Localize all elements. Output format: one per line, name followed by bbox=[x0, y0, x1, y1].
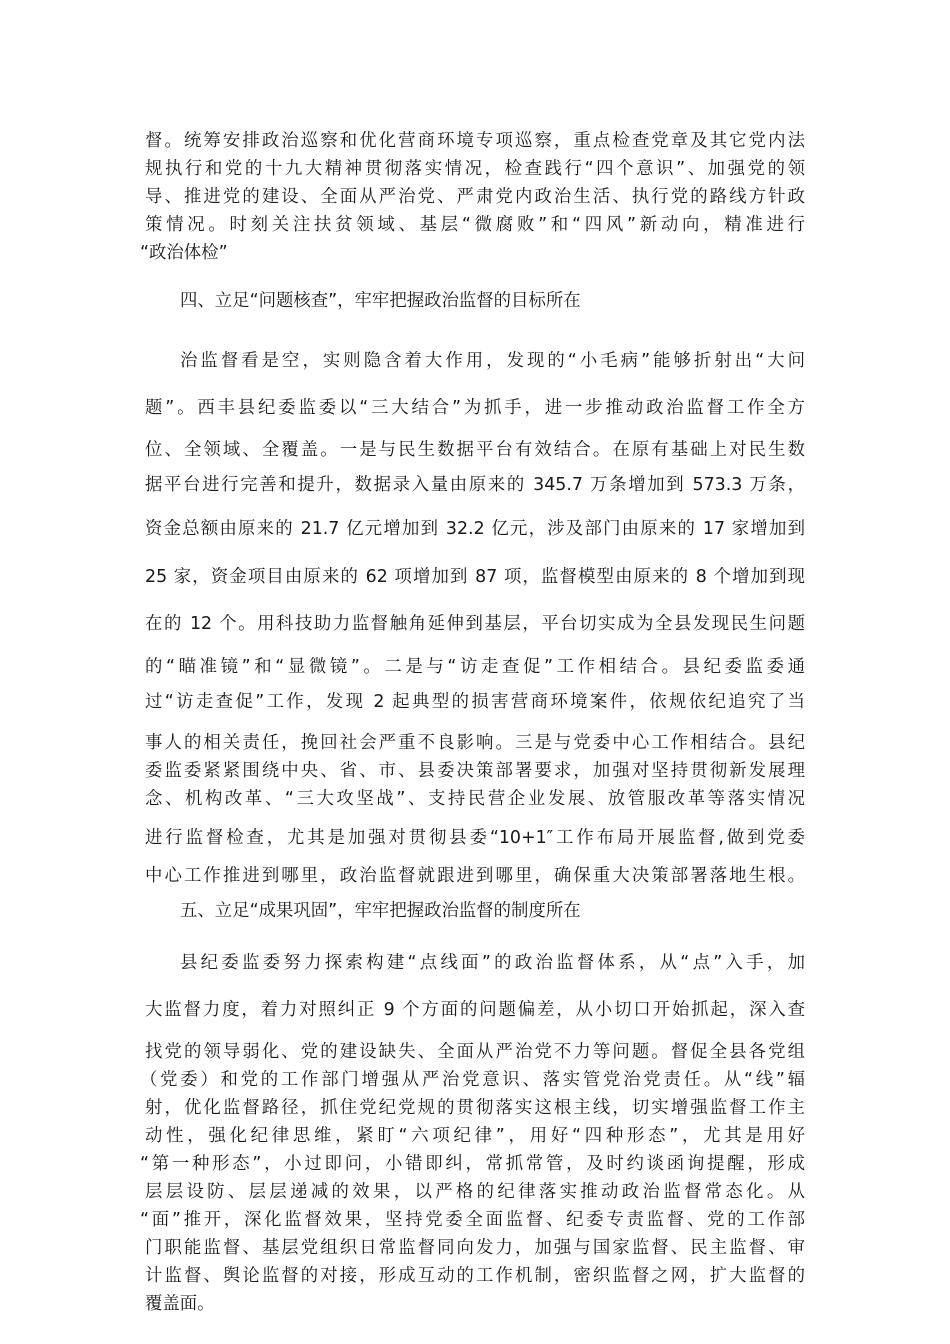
body-line: 射，优化监督路径，抓住党纪党规的贯彻落实这根主线，切实增强监督工作主 bbox=[145, 1098, 805, 1118]
body-line: 在的 12 个。用科技助力监督触角延伸到基层，平台切实成为全县发现民生问题 bbox=[145, 614, 805, 634]
body-line: 事人的相关责任，挽回社会严重不良影响。三是与党委中心工作相结合。县纪 bbox=[145, 733, 805, 753]
body-line: 据平台进行完善和提升，数据录入量由原来的 345.7 万条增加到 573.3 万条， bbox=[145, 475, 805, 495]
body-line: 规执行和党的十九大精神贯彻落实情况，检查践行“四个意识”、加强党的领 bbox=[145, 159, 805, 179]
body-line: 县纪委监委努力探索构建“点线面”的政治监督体系，从“点”入手，加 bbox=[180, 953, 805, 973]
body-line: 督。统筹安排政治巡察和优化营商环境专项巡察，重点检查党章及其它党内法 bbox=[145, 131, 805, 151]
body-line: “政治体检” bbox=[140, 243, 228, 263]
body-line: 大监督力度，着力对照纠正 9 个方面的问题偏差，从小切口开始抓起，深入查 bbox=[145, 1000, 805, 1020]
body-line: 动性，强化纪律思维，紧盯“六项纪律”，用好“四种形态”，尤其是用好 bbox=[145, 1126, 805, 1146]
body-line: 中心工作推进到哪里，政治监督就跟进到哪里，确保重大决策部署落地生根。 bbox=[145, 866, 805, 886]
body-line: 覆盖面。 bbox=[145, 1294, 215, 1314]
section-heading: 四、立足“问题核查”，牢牢把握政治监督的目标所在 bbox=[180, 291, 581, 311]
body-line: 位、全领域、全覆盖。一是与民生数据平台有效结合。在原有基础上对民生数 bbox=[145, 440, 805, 460]
body-line: 念、机构改革、“三大攻坚战”、支持民营企业发展、放管服改革等落实情况 bbox=[145, 789, 805, 809]
body-line: 资金总额由原来的 21.7 亿元增加到 32.2 亿元，涉及部门由原来的 17 家增加到 bbox=[145, 519, 805, 539]
body-line: “面”推开，深化监督效果，坚持党委全面监督、纪委专责监督、党的工作部 bbox=[140, 1210, 805, 1230]
body-line: 委监委紧紧围绕中央、省、市、县委决策部署要求，加强对坚持贯彻新发展理 bbox=[145, 761, 805, 781]
body-line: 过“访走查促”工作，发现 2 起典型的损害营商环境案件，依规依纪追究了当 bbox=[145, 692, 805, 712]
section-heading: 五、立足“成果巩固”，牢牢把握政治监督的制度所在 bbox=[180, 901, 581, 921]
body-line: “第一种形态”，小过即问，小错即纠，常抓常管，及时约谈函询提醒，形成 bbox=[140, 1154, 805, 1174]
body-line: 进行监督检查，尤其是加强对贯彻县委“10+1″工作布局开展监督,做到党委 bbox=[145, 828, 805, 848]
body-line: 门职能监督、基层党组织日常监督同向发力，加强与国家监督、民主监督、审 bbox=[145, 1238, 805, 1258]
body-line: 找党的领导弱化、党的建设缺失、全面从严治党不力等问题。督促全县各党组 bbox=[145, 1042, 805, 1062]
body-line: 的“瞄准镜”和“显微镜”。二是与“访走查促”工作相结合。县纪委监委通 bbox=[145, 657, 805, 677]
body-line: 题”。西丰县纪委监委以“三大结合”为抓手，进一步推动政治监督工作全方 bbox=[145, 398, 805, 418]
body-line: （党委）和党的工作部门增强从严治党意识、落实管党治党责任。从“线”辐 bbox=[140, 1070, 805, 1090]
body-line: 计监督、舆论监督的对接，形成互动的工作机制，密织监督之网，扩大监督的 bbox=[145, 1266, 805, 1286]
body-line: 层层设防、层层递减的效果，以严格的纪律落实推动政治监督常态化。从 bbox=[145, 1182, 805, 1202]
body-line: 25 家，资金项目由原来的 62 项增加到 87 项，监督模型由原来的 8 个增加到现 bbox=[145, 567, 805, 587]
body-line: 导、推进党的建设、全面从严治党、严肃党内政治生活、执行党的路线方针政 bbox=[145, 187, 805, 207]
body-line: 策情况。时刻关注扶贫领域、基层“微腐败”和“四风”新动向，精准进行 bbox=[145, 215, 805, 235]
body-line: 治监督看是空，实则隐含着大作用，发现的“小毛病”能够折射出“大问 bbox=[180, 351, 805, 371]
